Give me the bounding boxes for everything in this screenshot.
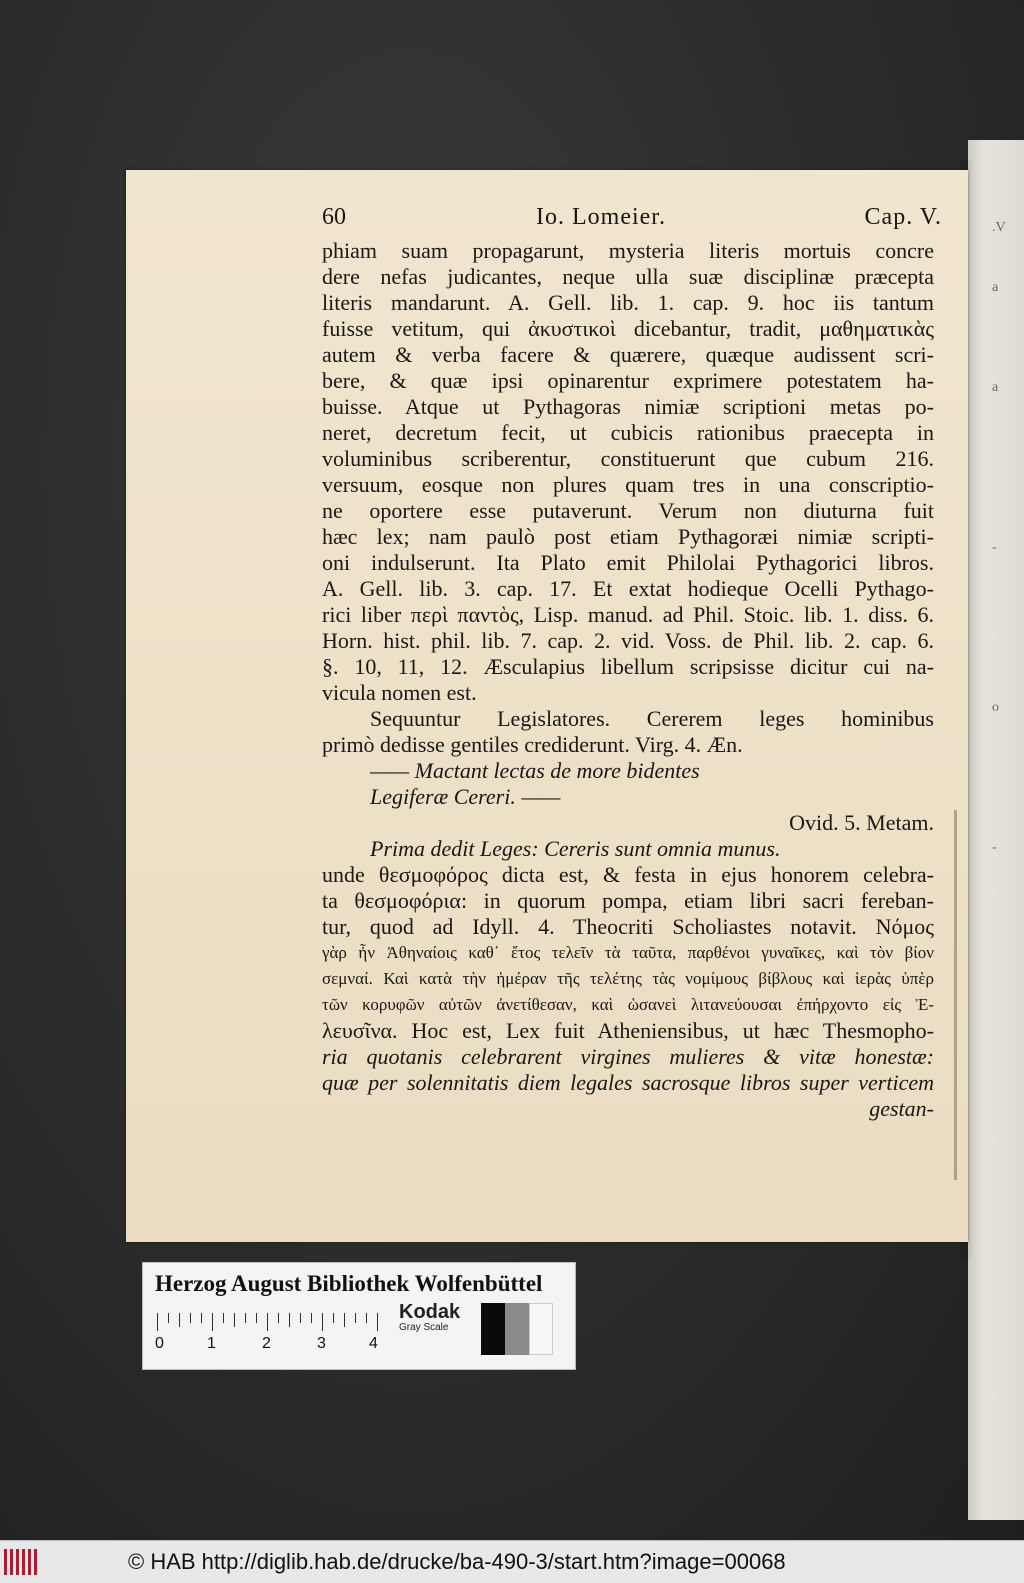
facing-fragment: a: [992, 280, 999, 295]
kodak-label: [399, 1301, 460, 1333]
text-line: bere, & quæ ipsi opinarentur exprimere potestatem ha-: [322, 368, 934, 393]
text-line: primò dedisse gentiles crediderunt. Virg. 4. Æn.: [322, 732, 743, 757]
text-line: §. 10, 11, 12. Æsculapius libellum scripsisse dicitur cui na-: [322, 654, 934, 679]
verse-line: —— Mactant lectas de more bidentes: [370, 758, 700, 783]
text-line: tur, quod ad Idyll. 4. Theocriti Scholiastes notavit. Νόμος: [322, 914, 934, 939]
running-header: [322, 204, 942, 234]
hab-logo-icon: [4, 1549, 44, 1575]
verse-line: Prima dedit Leges: Cereris sunt omnia munus.: [370, 836, 781, 861]
facing-fragment: -: [992, 840, 997, 855]
text-line: neret, decretum fecit, ut cubicis rationibus praecepta in: [322, 420, 934, 445]
running-head-author: Io. Lomeier.: [536, 204, 666, 230]
kodak-brand: Kodak: [399, 1301, 461, 1323]
text-line: ta θεσμοφόρια: in quorum pompa, etiam libri sacri fereban-: [322, 888, 934, 913]
text-line: λευσῖνα. Hoc est, Lex fuit Atheniensibus, ut hæc Thesmopho-: [322, 1018, 934, 1043]
facing-fragment: .V: [992, 220, 1006, 235]
greek-line: σεμναί. Καὶ κατὰ τὴν ἡμέραν τῆς τελέτης τὰς νομίμους βίβλους καὶ ἱερὰς ὑπὲρ: [322, 969, 934, 988]
text-line: versuum, eosque non plures quam tres in una conscriptio-: [322, 472, 934, 497]
color-calibration-bar: [142, 1262, 576, 1370]
text-line: fuisse vetitum, qui ἀκυστικοὶ dicebantur, tradit, μαθηματικὰς: [322, 316, 934, 341]
footer-bar: [0, 1540, 1024, 1583]
text-line: Horn. hist. phil. lib. 7. cap. 2. vid. Voss. de Phil. lib. 2. cap. 6.: [322, 628, 934, 653]
running-head-chapter: Cap. V.: [864, 204, 942, 230]
text-line: rici liber περὶ παντὸς, Lisp. manud. ad Phil. Stoic. lib. 1. diss. 6.: [322, 602, 934, 627]
library-name: Herzog August Bibliothek Wolfenbüttel: [155, 1271, 543, 1296]
facing-fragment: o: [992, 700, 999, 715]
ruler-number: 4: [369, 1335, 378, 1352]
measurement-ruler: [157, 1313, 377, 1353]
text-line: dere nefas judicantes, neque ulla suæ disciplinæ præcepta: [322, 264, 934, 289]
text-line: voluminibus scriberentur, constituerunt que cubum 216.: [322, 446, 934, 471]
copyright-url[interactable]: © HAB http://diglib.hab.de/drucke/ba-490-3/start.htm?image=00068: [128, 1549, 786, 1574]
text-line: unde θεσμοφόρος dicta est, & festa in ejus honorem celebra-: [322, 862, 934, 887]
text-line: quæ per solennitatis diem legales sacrosque libros super verticem: [322, 1070, 934, 1095]
text-line: ria quotanis celebrarent virgines mulieres & vitæ honestæ:: [322, 1044, 934, 1069]
text-line: buisse. Atque ut Pythagoras nimiæ scriptioni metas po-: [322, 394, 934, 419]
gray-swatches: [481, 1303, 553, 1355]
text-line: oni indulserunt. Ita Plato emit Philolai Pythagorici libros.: [322, 550, 934, 575]
ruler-number: 3: [317, 1335, 326, 1352]
text-line: hæc lex; nam paulò post etiam Pythagoræi nimiæ scripti-: [322, 524, 934, 549]
text-line: A. Gell. lib. 3. cap. 17. Et extat hodieque Ocelli Pythago-: [322, 576, 934, 601]
text-line: literis mandarunt. A. Gell. lib. 1. cap. 9. hoc iis tantum: [322, 290, 934, 315]
text-line: autem & verba facere & quærere, quæque audissent scri-: [322, 342, 934, 367]
text-line: ne oportere esse putaverunt. Verum non diuturna fuit: [322, 498, 934, 523]
book-page: [126, 170, 968, 1242]
gray-scale-label: Gray Scale: [399, 1322, 449, 1333]
ruler-number: 1: [207, 1335, 216, 1352]
citation-ovid: Ovid. 5. Metam.: [789, 810, 934, 835]
text-line: phiam suam propagarunt, mysteria literis mortuis concre: [322, 238, 934, 263]
verse-line: Legiferæ Cereri. ——: [370, 784, 561, 809]
catchword: gestan-: [869, 1096, 934, 1121]
body-text: [322, 238, 934, 1122]
margin-line: [954, 810, 957, 1180]
text-line: vicula nomen est.: [322, 680, 477, 705]
ruler-number: 2: [262, 1335, 271, 1352]
facing-fragment: a: [992, 380, 999, 395]
greek-line: γὰρ ἦν Ἀθηναίοις καθ᾽ ἔτος τελεῖν τὰ ταῦτα, παρθένοι γυναῖκες, καὶ τὸν βίον: [322, 943, 934, 962]
text-line: Sequuntur Legislatores. Cererem leges hominibus: [370, 706, 934, 731]
page-number: 60: [322, 204, 346, 230]
facing-fragment: -: [992, 540, 997, 555]
greek-line: τῶν κορυφῶν αὐτῶν ἀνετίθεσαν, καὶ ὡσανεὶ λιτανεύουσαι ἐπήρχοντο εἰς Ἐ-: [322, 995, 934, 1014]
facing-page-edge: [968, 140, 1024, 1520]
ruler-number: 0: [155, 1335, 164, 1352]
